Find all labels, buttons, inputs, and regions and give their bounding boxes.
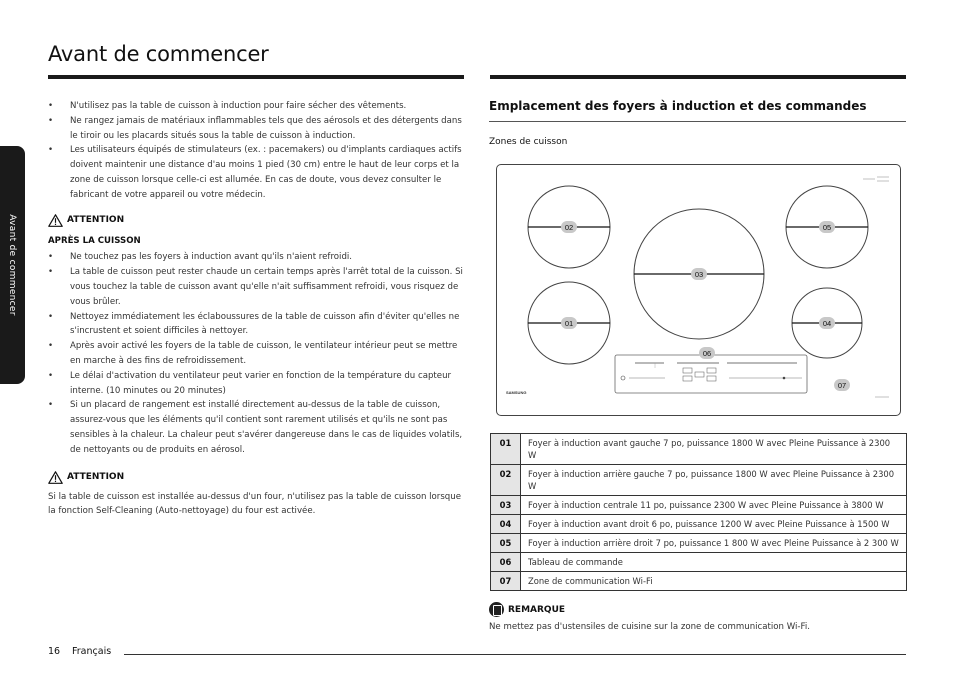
- after-cooking-heading: APRÈS LA CUISSON: [48, 235, 141, 246]
- right-column: [489, 99, 907, 113]
- row-number: 05: [491, 534, 521, 553]
- footer-rule: [124, 654, 906, 655]
- table-row: [491, 572, 907, 591]
- page-title: Avant de commencer: [48, 42, 269, 66]
- row-number: 06: [491, 553, 521, 572]
- row-number: 01: [491, 434, 521, 465]
- row-description: Foyer à induction arrière gauche 7 po, puissance 1800 W avec Pleine Puissance à 2300 W: [521, 465, 907, 496]
- table-row: [491, 465, 907, 496]
- svg-text:03: 03: [694, 270, 704, 279]
- table-row: [491, 496, 907, 515]
- list-item: • Après avoir activé les foyers de la table de cuisson, le ventilateur intérieur peut se mettre en marche à des fins de refroidissement.: [48, 339, 466, 369]
- list-item: • Ne touchez pas les foyers à induction avant qu'ils n'aient refroidi.: [48, 250, 466, 265]
- svg-text:05: 05: [822, 223, 832, 232]
- note-heading: [489, 602, 565, 617]
- attention-heading: [48, 470, 466, 486]
- row-description: Foyer à induction centrale 11 po, puissance 2300 W avec Pleine Puissance à 3800 W: [521, 496, 907, 515]
- list-item: • Ne rangez jamais de matériaux inflammables tels que des aérosols et des détergents dans le tiroir ou les placards situés sous la table de cuisson à induction.: [48, 114, 466, 144]
- row-description: Foyer à induction arrière droit 7 po, puissance 1 800 W avec Pleine Puissance à 2 300 W: [521, 534, 907, 553]
- row-number: 02: [491, 465, 521, 496]
- label-05: [819, 221, 835, 233]
- attention-heading: [48, 213, 466, 229]
- warning-triangle-icon: [48, 471, 63, 484]
- attention-label: ATTENTION: [67, 472, 125, 483]
- cooktop-svg: [497, 165, 902, 417]
- attention-label: ATTENTION: [67, 215, 125, 226]
- label-04: [819, 317, 835, 329]
- svg-text:06: 06: [702, 349, 712, 358]
- row-description: Tableau de commande: [521, 553, 907, 572]
- svg-text:01: 01: [564, 319, 574, 328]
- zones-label: Zones de cuisson: [489, 137, 568, 147]
- list-item: • La table de cuisson peut rester chaude un certain temps après l'arrêt total de la cuisson. Si vous touchez la table de cuisson avant qu'elle n'ait suffisamment refroidi, vous risquez de vous brûler.: [48, 265, 466, 309]
- side-tab-label: Avant de commencer: [7, 214, 17, 316]
- row-description: Foyer à induction avant gauche 7 po, puissance 1800 W avec Pleine Puissance à 2300 W: [521, 434, 907, 465]
- warning-triangle-icon: [48, 214, 63, 227]
- label-02: [561, 221, 577, 233]
- row-number: 03: [491, 496, 521, 515]
- list-item: • Les utilisateurs équipés de stimulateurs (ex. : pacemakers) ou d'implants cardiaques actifs doivent maintenir une distance d'au moins 1 pied (30 cm) entre le haut de leur corps et la zone de cuisson lorsque celle-ci est allumée. En cas de doute, vous devez consulter le fabricant de votre appareil ou votre médecin.: [48, 143, 466, 202]
- table-row: [491, 553, 907, 572]
- list-item: • Si un placard de rangement est installé directement au-dessus de la table de cuisson, assurez-vous que les éléments qu'il contient sont rarement utilisés et qu'ils ne sont pas sensibles à la chaleur. La chaleur peut s'avérer dangereuse dans le cas de liquides volatils, de nettoyants ou de produits en aérosol.: [48, 398, 466, 457]
- table-row: [491, 434, 907, 465]
- left-header-rule: [48, 75, 464, 79]
- list-item: • Nettoyez immédiatement les éclaboussures de la table de cuisson afin d'éviter qu'elles ne s'incrustent et soient difficiles à nettoyer.: [48, 310, 466, 340]
- page-number: 16: [48, 646, 61, 657]
- row-number: 07: [491, 572, 521, 591]
- note-icon: [489, 602, 504, 617]
- svg-text:04: 04: [822, 319, 832, 328]
- left-column: [48, 99, 466, 519]
- label-03: [691, 268, 707, 280]
- zones-table: [490, 433, 907, 591]
- row-description: Foyer à induction avant droit 6 po, puissance 1200 W avec Pleine Puissance à 1500 W: [521, 515, 907, 534]
- brand-text: SAMSUNG: [506, 390, 527, 395]
- section-rule: [489, 121, 906, 122]
- label-07: [834, 379, 850, 391]
- label-06: [699, 347, 715, 359]
- list-item: • Le délai d'activation du ventilateur peut varier en fonction de la température du capteur interne. (10 minutes ou 20 minutes): [48, 369, 466, 399]
- section-title: Emplacement des foyers à induction et des commandes: [489, 99, 867, 113]
- row-number: 04: [491, 515, 521, 534]
- bullet-list-after-cooking: [48, 250, 466, 457]
- bullet-list-general: [48, 99, 466, 203]
- self-clean-warning: Si la table de cuisson est installée au-dessus d'un four, n'utilisez pas la table de cuisson lorsque la fonction Self-Cleaning (Auto-nettoyage) du four est activée.: [48, 491, 461, 517]
- note-label: REMARQUE: [508, 604, 566, 615]
- list-item: • N'utilisez pas la table de cuisson à induction pour faire sécher des vêtements.: [48, 99, 466, 114]
- label-01: [561, 317, 577, 329]
- svg-text:07: 07: [837, 381, 847, 390]
- table-row: [491, 515, 907, 534]
- control-panel-frame: [615, 355, 807, 393]
- table-row: [491, 534, 907, 553]
- svg-text:02: 02: [564, 223, 574, 232]
- right-header-rule: [490, 75, 906, 79]
- cooktop-diagram: [496, 164, 901, 416]
- note-text: Ne mettez pas d'ustensiles de cuisine sur la zone de communication Wi-Fi.: [489, 622, 810, 632]
- page-language: Français: [72, 646, 112, 657]
- row-description: Zone de communication Wi-Fi: [521, 572, 907, 591]
